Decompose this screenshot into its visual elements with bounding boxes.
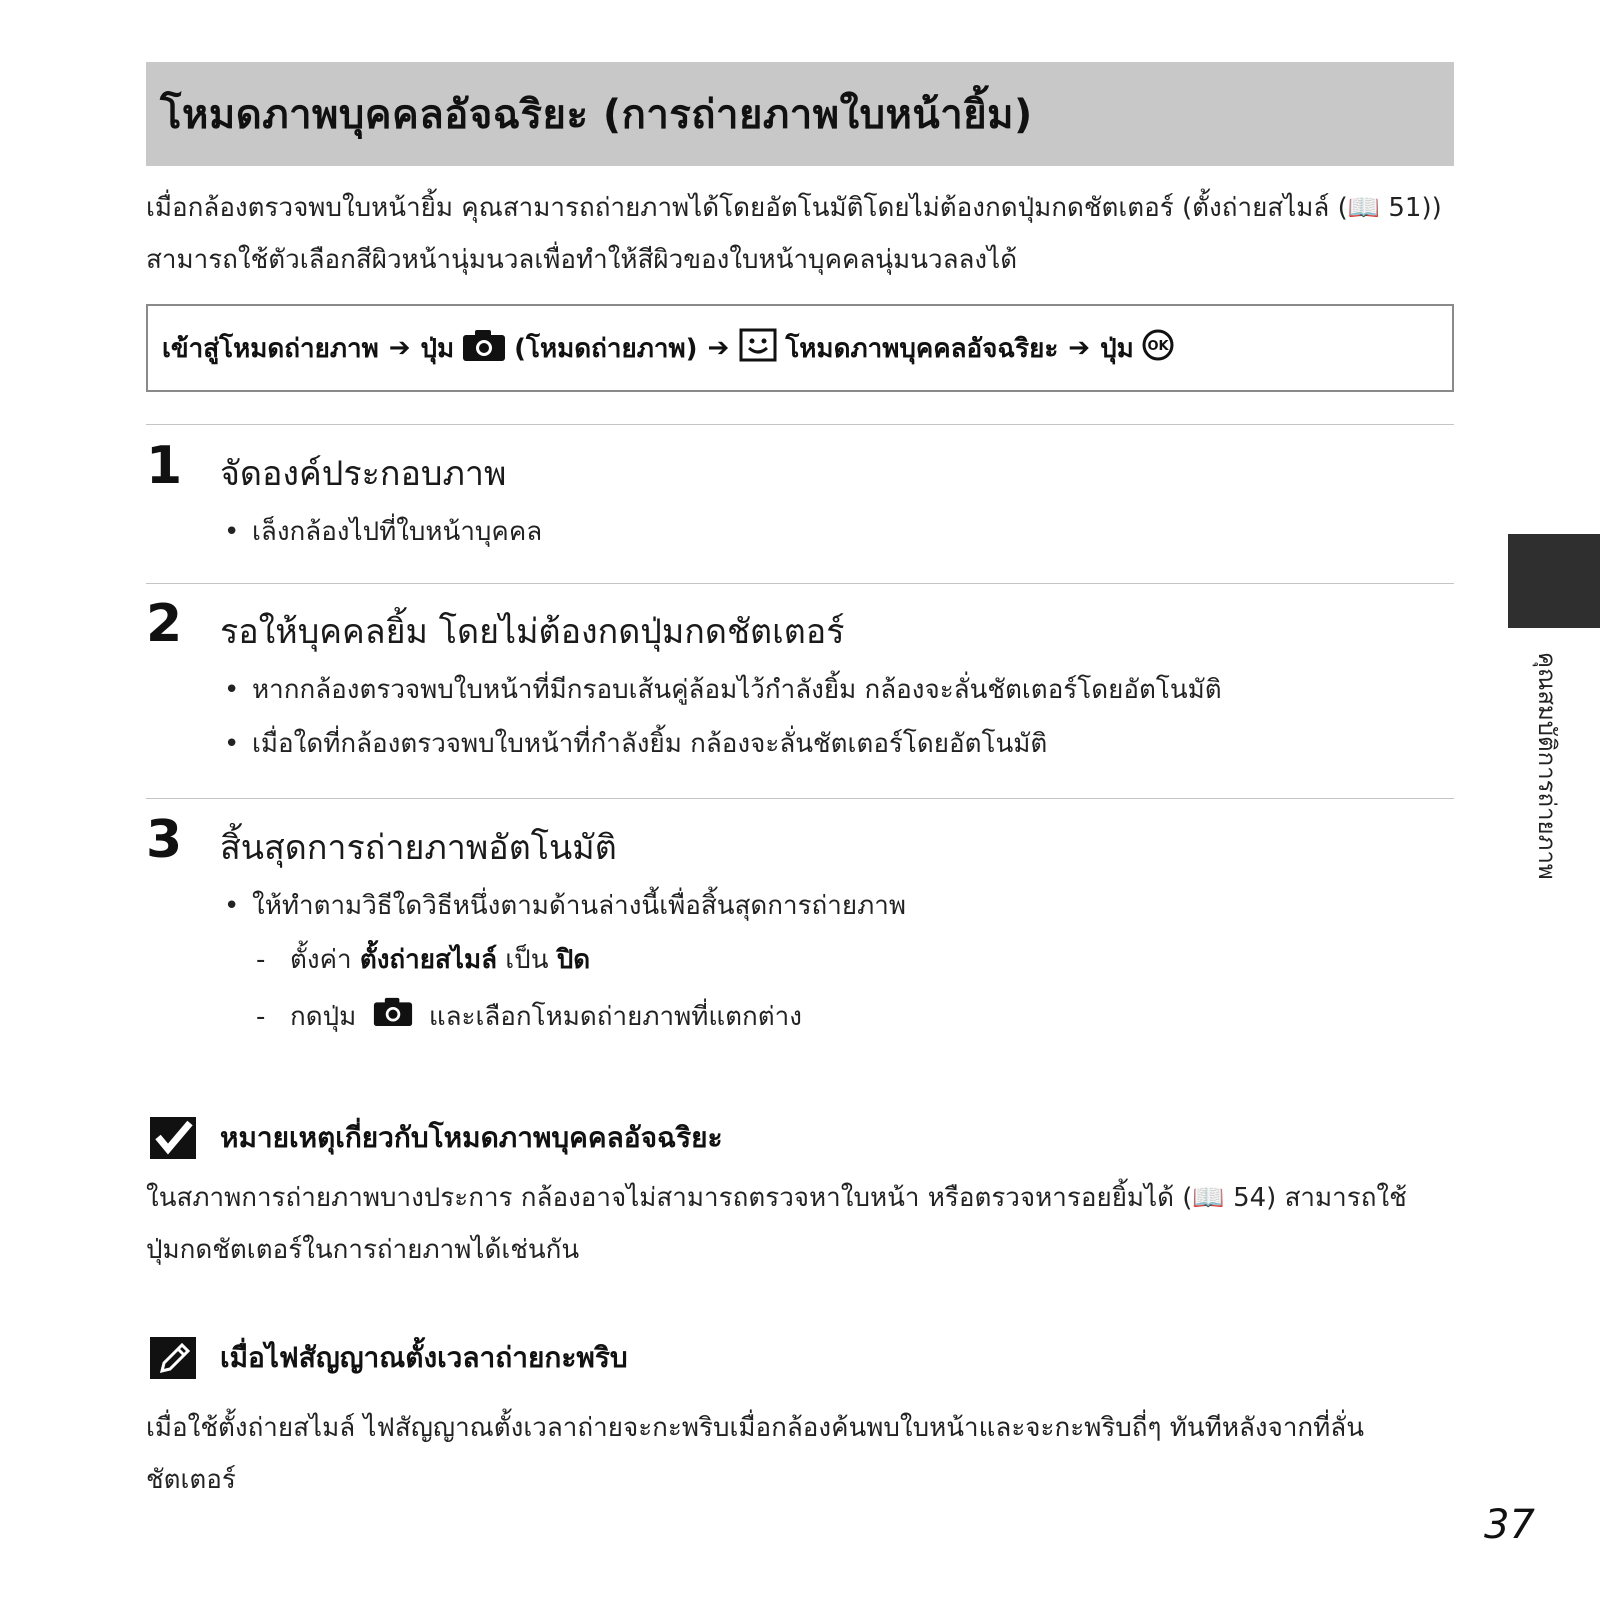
list-item: • ให้ทำตามวิธีใดวิธีหนึ่งตามด้านล่างนี้เพื่อสิ้นสุดการถ่ายภาพ (224, 891, 906, 921)
step-3-number: 3 (146, 810, 183, 870)
svg-text:OK: OK (1147, 338, 1169, 354)
navigation-path (146, 304, 1454, 392)
nav-part-4: โหมดภาพบุคคลอัจฉริยะ (785, 333, 1059, 364)
title-bar (146, 62, 1454, 166)
camera-icon (462, 328, 506, 369)
sub-item: - ตั้งค่า ตั้งถ่ายสไมล์ เป็น ปิด (256, 945, 591, 975)
step-2-title: รอให้บุคคลยิ้ม โดยไม่ต้องกดปุ่มกดชัตเตอร์ (220, 612, 845, 652)
note-caution-body: ในสภาพการถ่ายภาพบางประการ กล้องอาจไม่สามารถตรวจหาใบหน้า หรือตรวจหารอยยิ้มได้ (📖 54) สามารถใช้ปุ่มกดชัตเตอร์ในการถ่ายภาพได้เช่นกัน (146, 1183, 1407, 1265)
divider (146, 798, 1454, 799)
pencil-icon (150, 1337, 196, 1379)
arrow-icon: ➔ (1068, 333, 1091, 363)
camera-icon (373, 996, 413, 1039)
step-1-title: จัดองค์ประกอบภาพ (220, 454, 507, 494)
divider (146, 583, 1454, 584)
step-1-number: 1 (146, 436, 183, 496)
smile-mode-icon (739, 328, 777, 369)
section-tab (1508, 534, 1600, 628)
note-tip-heading: เมื่อไฟสัญญาณตั้งเวลาถ่ายกะพริบ (150, 1336, 628, 1380)
check-icon (150, 1117, 196, 1159)
arrow-icon: ➔ (388, 333, 411, 363)
nav-part-5: ปุ่ม (1100, 333, 1134, 364)
sub-item: - กดปุ่ม และเลือกโหมดถ่ายภาพที่แตกต่าง (256, 996, 802, 1039)
nav-part-2: ปุ่ม (420, 333, 455, 364)
step-2-number: 2 (146, 594, 183, 654)
step-3-title: สิ้นสุดการถ่ายภาพอัตโนมัติ (220, 828, 617, 868)
note-caution-heading: หมายเหตุเกี่ยวกับโหมดภาพบุคคลอัจฉริยะ (150, 1116, 723, 1160)
note-tip-body: เมื่อใช้ตั้งถ่ายสไมล์ ไฟสัญญาณตั้งเวลาถ่ายจะกะพริบเมื่อกล้องค้นพบใบหน้าและจะกะพริบถี่ๆ ทันทีหลังจากที่ลั่นชัตเตอร์ (146, 1413, 1365, 1495)
intro-paragraph: เมื่อกล้องตรวจพบใบหน้ายิ้ม คุณสามารถถ่ายภาพได้โดยอัตโนมัติโดยไม่ต้องกดปุ่มกดชัตเตอร์ (ตั้งถ่ายสไมล์ (📖 51)) สามารถใช้ตัวเลือกสีผิวหน้านุ่มนวลเพื่อทำให้สีผิวของใบหน้าบุคคลนุ่มนวลลงได้ (146, 193, 1442, 275)
ok-button-icon (1142, 329, 1174, 368)
divider (146, 424, 1454, 425)
section-label: คุณสมบัติการถ่ายภาพ (1533, 652, 1561, 880)
page-title: โหมดภาพบุคคลอัจฉริยะ (การถ่ายภาพใบหน้ายิ้ม) (160, 92, 1033, 138)
nav-part-3: (โหมดถ่ายภาพ) (514, 333, 698, 364)
nav-part-1: เข้าสู่โหมดถ่ายภาพ (162, 333, 379, 364)
arrow-icon: ➔ (707, 333, 730, 363)
list-item: • เล็งกล้องไปที่ใบหน้าบุคคล (224, 517, 543, 547)
list-item: • เมื่อใดที่กล้องตรวจพบใบหน้าที่กำลังยิ้ม กล้องจะลั่นชัตเตอร์โดยอัตโนมัติ (224, 729, 1048, 759)
list-item: • หากกล้องตรวจพบใบหน้าที่มีกรอบเส้นคู่ล้อมไว้กำลังยิ้ม กล้องจะลั่นชัตเตอร์โดยอัตโนมัติ (224, 675, 1222, 705)
page-number: 37 (1484, 1502, 1535, 1548)
